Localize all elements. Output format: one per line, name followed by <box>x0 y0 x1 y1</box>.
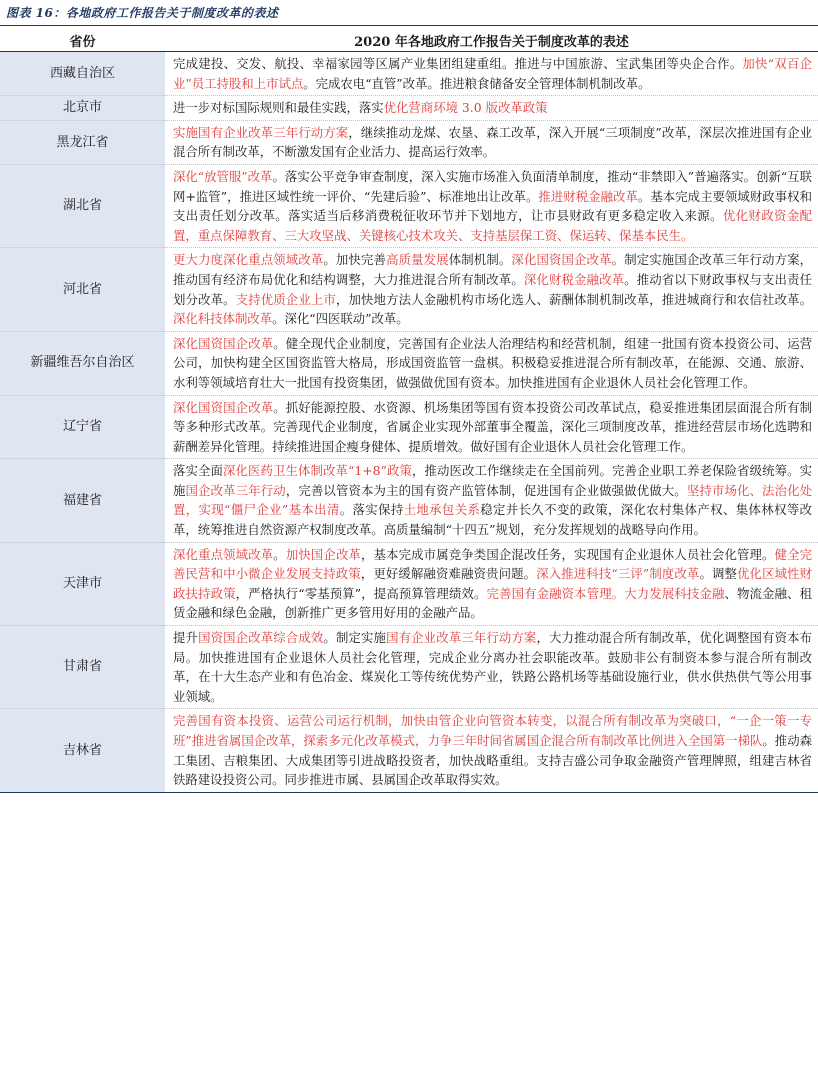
highlighted-text: 高质量发展 <box>386 252 449 268</box>
province-cell: 黑龙江省 <box>0 120 165 164</box>
body-text: ，严格执行“零基预算”，提高预算管理绩效。 <box>235 585 487 601</box>
body-text: 。落实保持 <box>339 502 404 518</box>
body-text: ，大力推动混合所有制改革，优化调整国有资本布局。加快推进国有企业退休人员社会化管理，完成企业分离办社会职能改革。鼓励非公有制资本参与混合所有制改革，在十大生态产业和有色冶金、煤炭化工等传统优势产业，铁路公路机场等基础设施行业，供水供热供气等公用事业领域。 <box>173 630 813 704</box>
description-cell <box>165 52 818 96</box>
province-cell: 新疆维吾尔自治区 <box>0 331 165 395</box>
highlighted-text: 推进财税金融改革 <box>538 188 638 204</box>
body-text: 。深化“四医联动”改革。 <box>272 311 409 327</box>
body-text: 。调整 <box>699 566 738 582</box>
caption-rule <box>0 25 818 26</box>
description-cell <box>165 248 818 331</box>
body-text: 。基本完成主要领域财政事权和支出责任划分改革。落实适当后移消费税征收环节并下划地方，让市县财政有更多稳定收入来源。 <box>173 188 813 224</box>
highlighted-text: 优化区域性财政扶持政策 <box>173 566 813 601</box>
table-row <box>0 459 818 542</box>
table-row <box>0 331 818 395</box>
table-header-row <box>0 29 818 52</box>
figure-caption: 图表 16：各地政府工作报告关于制度改革的表述 <box>6 6 279 20</box>
body-text: 。推动森工集团、吉粮集团、大成集团等引进战略投资者，加快战略重组。支持吉盛公司争取金融资产管理牌照，组建吉林省铁路建设投资公司。同步推进市属、县属国企改革取得实效。 <box>173 733 812 788</box>
province-cell: 河北省 <box>0 248 165 331</box>
body-text: 。 <box>273 546 286 562</box>
highlighted-text: 土地承包关系 <box>403 502 481 518</box>
table-row <box>0 395 818 459</box>
highlighted-text: 更大力度深化重点领域改革 <box>173 252 324 268</box>
province-cell: 辽宁省 <box>0 395 165 459</box>
highlighted-text: 深化医药卫生体制改革“1+8”政策 <box>223 463 412 479</box>
province-cell: 北京市 <box>0 96 165 121</box>
table-row <box>0 709 818 792</box>
highlighted-text: 实施国有企业改革三年行动方案 <box>173 124 349 140</box>
highlighted-text: 深入推进科技“三评”制度改革 <box>536 566 700 582</box>
table-body <box>0 52 818 793</box>
body-text: 。制定实施 <box>323 630 387 646</box>
description-cell <box>165 542 818 625</box>
description-cell <box>165 164 818 247</box>
body-text: 完成建投、交发、航投、幸福家园等区属产业集团组建重组。推进与中国旅游、宝武集团等央企合作。 <box>173 56 743 71</box>
body-text: 。加快完善 <box>323 252 387 268</box>
highlighted-text: 深化国资国企改革 <box>173 399 274 415</box>
body-text: 进一步对标国际规则和最佳实践，落实 <box>173 100 384 116</box>
highlighted-text: 深化国资国企改革 <box>173 335 274 351</box>
body-text: 。落实公平竞争审查制度，深入实施市场准入负面清单制度，推动“非禁即入”普遍落实。创新“互联网+监管”，推进区域性统一评价、“先建后验”、标准地出让改革。 <box>173 168 812 204</box>
highlighted-text: 加快国企改革 <box>285 546 362 562</box>
table-row <box>0 120 818 164</box>
body-text: ，加快地方法人金融机构市场化选人、薪酬体制机制改革，推进城商行和农信社改革。 <box>335 291 813 307</box>
highlighted-text: 支持优质企业上市 <box>235 291 336 307</box>
province-cell: 西藏自治区 <box>0 52 165 96</box>
reform-table <box>0 29 818 793</box>
highlighted-text: 国资国企改革综合成效 <box>198 630 324 646</box>
table-row <box>0 542 818 625</box>
table-row <box>0 164 818 247</box>
province-cell: 天津市 <box>0 542 165 625</box>
province-cell: 甘肃省 <box>0 626 165 709</box>
highlighted-text: 健全完善民营和中小微企业发展支持政策 <box>173 546 813 582</box>
body-text: ，基本完成市属竞争类国企混改任务，实现国有企业退休人员社会化管理。 <box>361 546 775 562</box>
province-cell: 吉林省 <box>0 709 165 792</box>
highlighted-text: 国有企业改革三年行动方案 <box>386 630 537 646</box>
table-row <box>0 248 818 331</box>
province-cell: 湖北省 <box>0 164 165 247</box>
body-text: 。完成农电“直管”改革。推进粮食储备安全管理体制机制改革。 <box>303 75 651 91</box>
highlighted-text: 深化科技体制改革 <box>173 311 273 327</box>
body-text: 。制定实施国企改革三年行动方案，推动国有经济布局优化和结构调整，大力推进混合所有制改革。 <box>173 252 813 287</box>
body-text: 稳定并长久不变的政策，深化农村集体产权、集体林权等改革，统筹推进自然资源产权制度改革。高质量编制“十四五”规划，充分发挥规划的战略导向作用。 <box>173 502 813 538</box>
body-text: 。抓好能源控股、水资源、机场集团等国有资本投资公司改革试点，稳妥推进集团层面混合所有制等多种形式改革。完善现代企业制度，省属企业实现外部董事全覆盖，深化三项制度改革，推进经营层市场化选聘和薪酬差异化管理。持续推进国企瘦身健体、提质增效。做好国有企业退休人员社会化管理工作。 <box>173 399 813 454</box>
description-cell <box>165 626 818 709</box>
description-cell <box>165 96 818 121</box>
description-cell <box>165 709 818 792</box>
table-row <box>0 96 818 121</box>
body-text: ，更好缓解融资难融资贵问题。 <box>360 566 537 582</box>
body-text: 。健全现代企业制度，完善国有企业法人治理结构和经营机制，组建一批国有资本投资公司、运营公司，加快构建全区国资监管大格局，形成国资监管一盘棋。积极稳妥推进混合所有制改革，在能源、交通、旅游、水利等领域培育壮大一批国有投资集团，做强做优国有资本。加快推进国有企业退休人员社会化管理工作。 <box>173 335 813 390</box>
body-text: 、物流金融、租赁金融和绿色金融，创新推广更多管用好用的金融产品。 <box>173 585 813 621</box>
description-cell <box>165 395 818 459</box>
province-cell: 福建省 <box>0 459 165 542</box>
highlighted-text: 加快“双百企业”员工持股和上市试点 <box>173 56 812 91</box>
highlighted-text: 国企改革三年行动 <box>185 482 286 498</box>
header-description: 2020 年各地政府工作报告关于制度改革的表述 <box>165 29 818 52</box>
highlighted-text: 深化财税金融改革 <box>523 271 625 287</box>
highlighted-text: 深化“放管服”改革 <box>173 168 273 184</box>
description-cell <box>165 331 818 395</box>
body-text: ，继续推动龙煤、农垦、森工改革，深入开展“三项制度”改革，深层次推进国有企业混合所有制改革，不断激发国有企业活力、提高运行效率。 <box>173 124 813 160</box>
highlighted-text: 完善国有金融资本管理。大力发展科技金融 <box>486 585 725 601</box>
highlighted-text: 深化重点领域改革 <box>173 546 274 562</box>
table-row <box>0 52 818 96</box>
highlighted-text: 完善国有资本投资、运营公司运行机制，加快由管企业向管资本转变，以混合所有制改革为突破口，“一企一策一专班”推进省属国企改革，探索多元化改革模式，力争三年时间省属国企混合所有制改革比例进入全国第一梯队 <box>173 713 812 748</box>
body-text: 体制机制。 <box>448 252 512 268</box>
body-text: 。推动省以下财政事权与支出责任划分改革。 <box>173 271 813 307</box>
body-text: 落实全面 <box>173 463 224 479</box>
description-cell <box>165 120 818 164</box>
body-text: 提升 <box>173 630 199 646</box>
table-row <box>0 626 818 709</box>
body-text: ，完善以管资本为主的国有资产监管体制，促进国有企业做强做优做大。 <box>285 482 687 498</box>
body-text: ，推动医改工作继续走在全国前列。完善企业职工养老保险省级统筹。实施 <box>173 463 813 498</box>
highlighted-text: 优化营商环境 3.0 版改革政策 <box>383 100 548 116</box>
description-cell <box>165 459 818 542</box>
highlighted-text: 优化财政资金配置，重点保障教育、三大攻坚战、关键核心技术攻关、支持基层保工资、保运转、保基本民生。 <box>173 208 813 243</box>
highlighted-text: 深化国资国企改革 <box>511 252 612 268</box>
header-province: 省份 <box>0 29 165 52</box>
highlighted-text: 坚持市场化、法治化处置，实现“僵尸企业”基本出清 <box>173 482 813 518</box>
